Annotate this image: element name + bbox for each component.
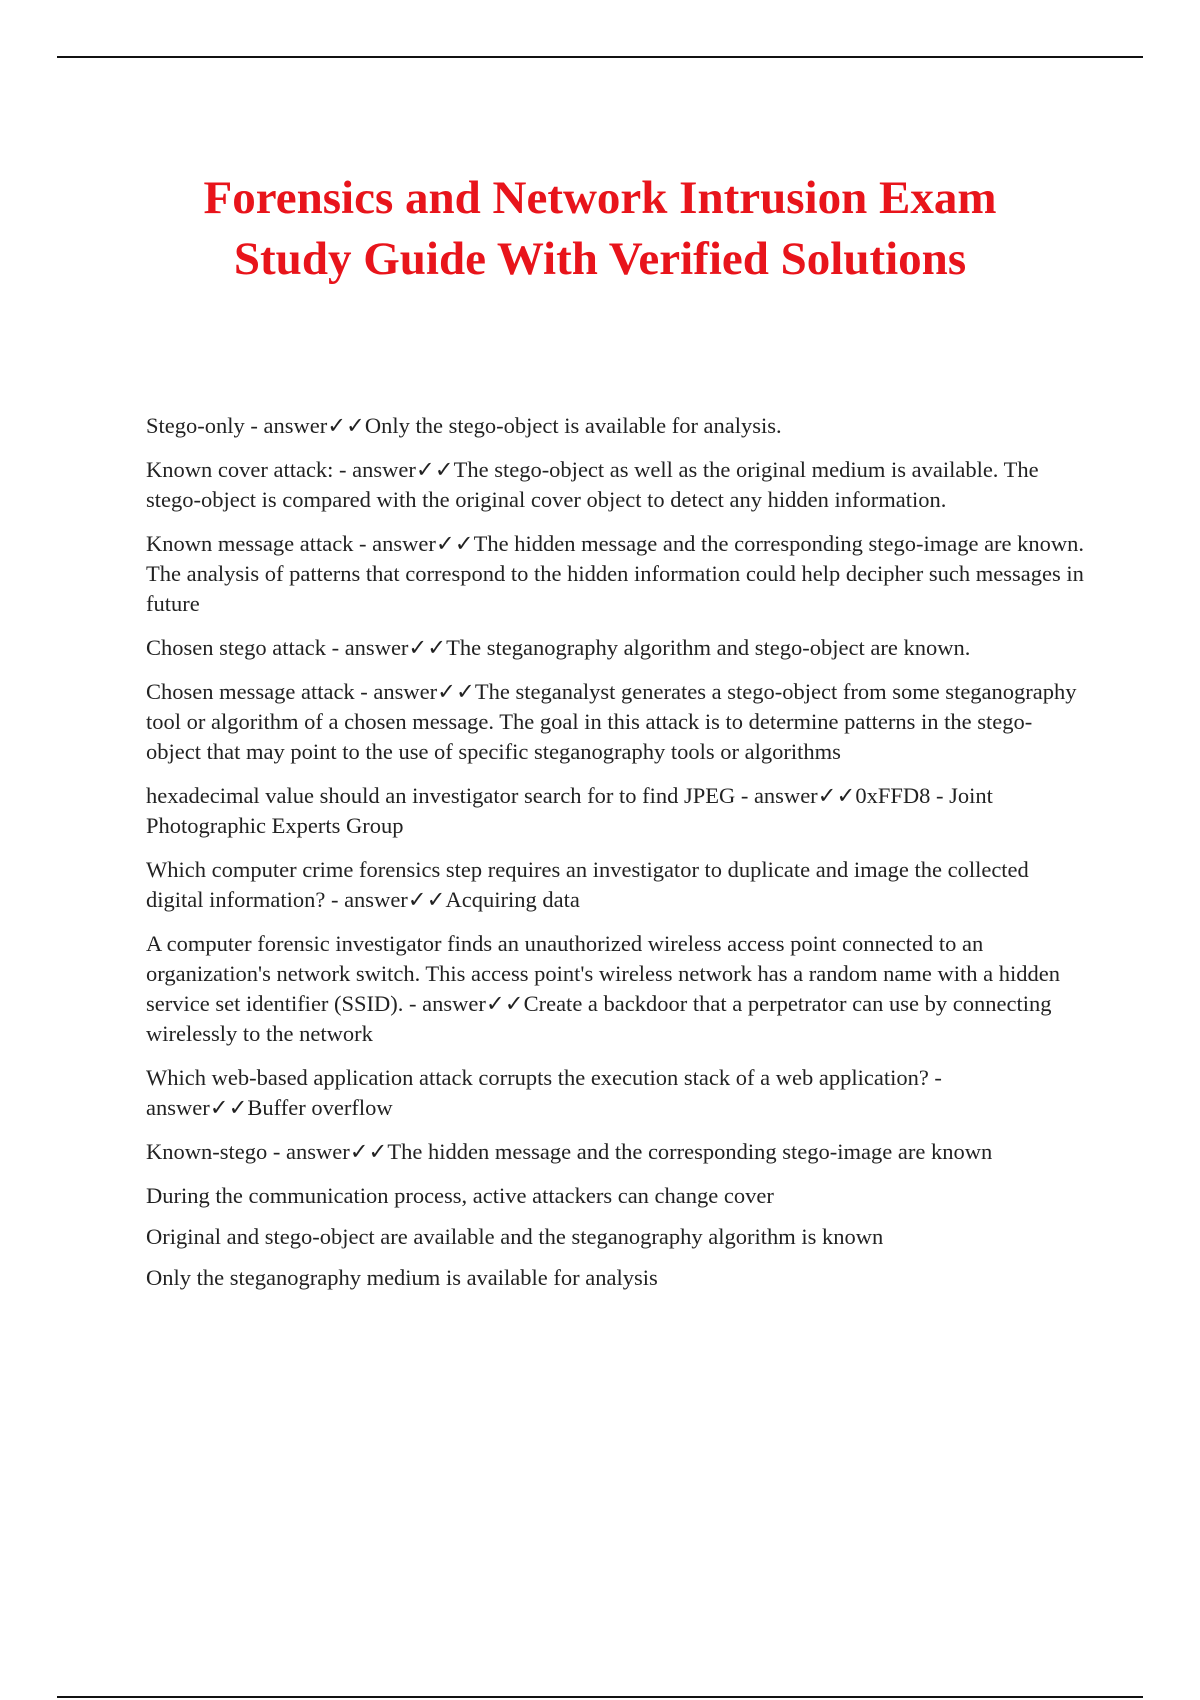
bottom-rule bbox=[57, 1696, 1143, 1698]
qa-entry-known-message-attack: Known message attack - answer✓✓The hidden message and the corresponding stego-image are known. The analysis of patterns that correspond to the hidden information could help decipher such messages in future bbox=[146, 531, 1085, 616]
qa-entry-jpeg-hex: hexadecimal value should an investigator search for to find JPEG - answer✓✓0xFFD8 - Joint Photographic Experts Group bbox=[146, 783, 993, 838]
qa-entry-known-cover-attack: Known cover attack: - answer✓✓The stego-object as well as the original medium is available. The stego-object is compared with the original cover object to detect any hidden information. bbox=[146, 457, 1039, 512]
top-rule bbox=[57, 56, 1143, 58]
title-line-1: Forensics and Network Intrusion Exam bbox=[203, 172, 997, 224]
qa-entry-chosen-message-attack: Chosen message attack - answer✓✓The steganalyst generates a stego-object from some steganography tool or algorithm of a chosen message. The goal in this attack is to determine patterns in the stego-object that may point to the use of specific steganography tools or algorithms bbox=[146, 679, 1077, 764]
qa-entry-acquiring-data: Which computer crime forensics step requires an investigator to duplicate and image the collected digital information? - answer✓✓Acquiring data bbox=[146, 857, 1029, 912]
qa-entry-chosen-stego-attack: Chosen stego attack - answer✓✓The steganography algorithm and stego-object are known. bbox=[146, 635, 971, 660]
qa-entry-active-attackers: During the communication process, active attackers can change cover bbox=[146, 1183, 774, 1208]
qa-list bbox=[146, 411, 1086, 1304]
title-line-2: Study Guide With Verified Solutions bbox=[233, 233, 967, 285]
document-title bbox=[100, 168, 1100, 290]
qa-entry-stego-only: Stego-only - answer✓✓Only the stego-object is available for analysis. bbox=[146, 413, 782, 438]
qa-entry-known-stego: Known-stego - answer✓✓The hidden message and the corresponding stego-image are known bbox=[146, 1139, 993, 1164]
qa-entry-wireless-access-point: A computer forensic investigator finds an unauthorized wireless access point connected to an organization's network switch. This access point's wireless network has a random name with a hidden service set identifier (SSID). - answer✓✓Create a backdoor that a perpetrator can use by connecting wirelessly to the network bbox=[146, 931, 1060, 1046]
qa-entry-original-and-stego: Original and stego-object are available and the steganography algorithm is known bbox=[146, 1224, 884, 1249]
qa-entry-buffer-overflow: Which web-based application attack corrupts the execution stack of a web application? - answer✓✓Buffer overflow bbox=[146, 1065, 942, 1120]
qa-entry-steganography-medium: Only the steganography medium is available for analysis bbox=[146, 1265, 658, 1290]
